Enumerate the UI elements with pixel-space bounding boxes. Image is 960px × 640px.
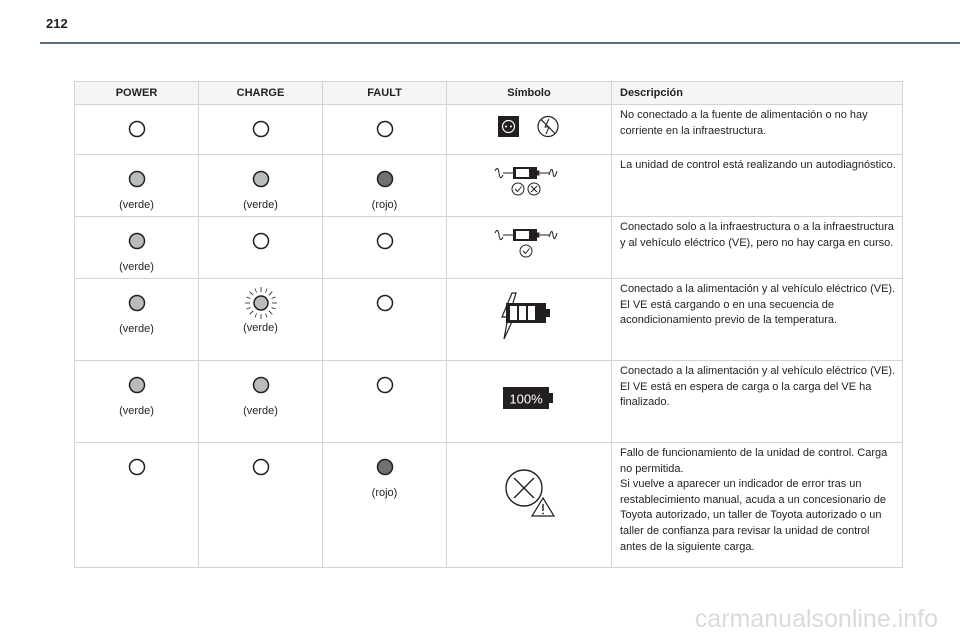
table-row	[75, 443, 903, 568]
charge-led-label: (verde)	[243, 199, 278, 211]
cross-icon	[528, 183, 540, 195]
table-row	[75, 361, 903, 443]
fault-cell	[323, 105, 447, 155]
power-led-green-icon	[127, 375, 147, 395]
watermark: carmanualsonline.info	[694, 605, 938, 633]
check-icon	[520, 245, 532, 257]
self-diagnosis-icons	[489, 163, 569, 197]
power-cell	[75, 361, 199, 443]
table-row	[75, 217, 903, 279]
symbol-cell	[447, 217, 612, 279]
charge-led-green-icon	[251, 169, 271, 189]
power-led-green-icon	[127, 293, 147, 313]
power-cell	[75, 105, 199, 155]
power-cell	[75, 443, 199, 568]
symbol-cell	[447, 279, 612, 361]
charge-led-off-icon	[251, 231, 271, 251]
fault-led-label: (rojo)	[371, 487, 398, 499]
fault-led-off-icon	[375, 119, 395, 139]
charge-cell	[199, 361, 323, 443]
table-row	[75, 155, 903, 217]
description-text: La unidad de control está realizando un autodiagnóstico.	[620, 159, 896, 171]
connected-no-charge-icons	[489, 225, 569, 259]
cable-battery-icon	[495, 167, 557, 179]
charge-cell	[199, 155, 323, 217]
description-cell	[612, 105, 903, 155]
charge-led-green-icon	[251, 375, 271, 395]
description-text: No conectado a la fuente de alimentación o no hay corriente en la infraestructura.	[620, 109, 868, 137]
charge-led-blinking-icon	[244, 286, 278, 320]
power-led-label: (verde)	[119, 405, 154, 417]
charge-led-off-icon	[251, 457, 271, 477]
no-power-icon	[538, 117, 558, 137]
header-description: Descripción	[612, 82, 903, 105]
power-led-green-icon	[127, 231, 147, 251]
table-row	[75, 279, 903, 361]
fault-led-red-icon	[375, 169, 395, 189]
power-led-off-icon	[127, 119, 147, 139]
fault-cell	[323, 155, 447, 217]
description-cell	[612, 155, 903, 217]
power-led-green-icon	[127, 169, 147, 189]
charging-battery-icon	[494, 291, 564, 343]
header-power: POWER	[75, 82, 199, 105]
description-text: Fallo de funcionamiento de la unidad de control. Carga no permitida.	[620, 447, 888, 475]
description-cell	[612, 443, 903, 568]
fault-led-off-icon	[375, 231, 395, 251]
description-cell	[612, 279, 903, 361]
fault-cell	[323, 361, 447, 443]
fault-led-label: (rojo)	[371, 199, 398, 211]
table-row	[75, 105, 903, 155]
led-status-table	[74, 81, 903, 568]
charge-cell	[199, 217, 323, 279]
header-charge: CHARGE	[199, 82, 323, 105]
cable-battery-icon	[495, 229, 557, 241]
power-led-label: (verde)	[119, 261, 154, 273]
charge-cell	[199, 443, 323, 568]
socket-icon	[498, 116, 519, 137]
fault-led-off-icon	[375, 375, 395, 395]
fault-led-off-icon	[375, 293, 395, 313]
header-rule	[40, 42, 960, 44]
description-text: Conectado a la alimentación y al vehículo eléctrico (VE). El VE está en espera de carga o la carga del VE ha finalizado.	[620, 365, 896, 409]
battery-full-icon	[499, 383, 559, 413]
header-symbol: Símbolo	[447, 82, 612, 105]
description-text: Si vuelve a aparecer un indicador de error tras un restablecimiento manual, acuda a un concesionario de Toyota autorizado, un taller de Toyota autorizado o un taller de confianza para revisar la unidad de control antes de la siguiente carga.	[620, 478, 886, 553]
symbol-cell	[447, 361, 612, 443]
description-text: Conectado solo a la infraestructura o a la infraestructura y al vehículo eléctrico (VE), pero no hay carga en curso.	[620, 221, 894, 249]
symbol-cell	[447, 105, 612, 155]
charge-led-label: (verde)	[243, 322, 278, 334]
power-cell	[75, 217, 199, 279]
description-cell	[612, 217, 903, 279]
table-header-row	[75, 82, 903, 105]
charge-cell	[199, 279, 323, 361]
check-icon	[512, 183, 524, 195]
fault-cell	[323, 279, 447, 361]
charge-cell	[199, 105, 323, 155]
header-fault: FAULT	[323, 82, 447, 105]
description-text: Conectado a la alimentación y al vehículo eléctrico (VE). El VE está cargando o en una secuencia de acondicionamiento previo de la temperatura.	[620, 283, 896, 327]
power-led-label: (verde)	[119, 199, 154, 211]
fault-cell	[323, 217, 447, 279]
symbol-cell	[447, 155, 612, 217]
power-cell	[75, 155, 199, 217]
symbol-cell	[447, 443, 612, 568]
fault-led-red-icon	[375, 457, 395, 477]
power-cell	[75, 279, 199, 361]
fault-icon	[499, 465, 559, 519]
power-led-off-icon	[127, 457, 147, 477]
page-number: 212	[46, 16, 68, 31]
charge-led-label: (verde)	[243, 405, 278, 417]
description-cell	[612, 361, 903, 443]
no-power-icons	[494, 113, 564, 141]
power-led-label: (verde)	[119, 323, 154, 335]
fault-cell	[323, 443, 447, 568]
battery-percent-text: 100%	[509, 391, 543, 407]
charge-led-off-icon	[251, 119, 271, 139]
